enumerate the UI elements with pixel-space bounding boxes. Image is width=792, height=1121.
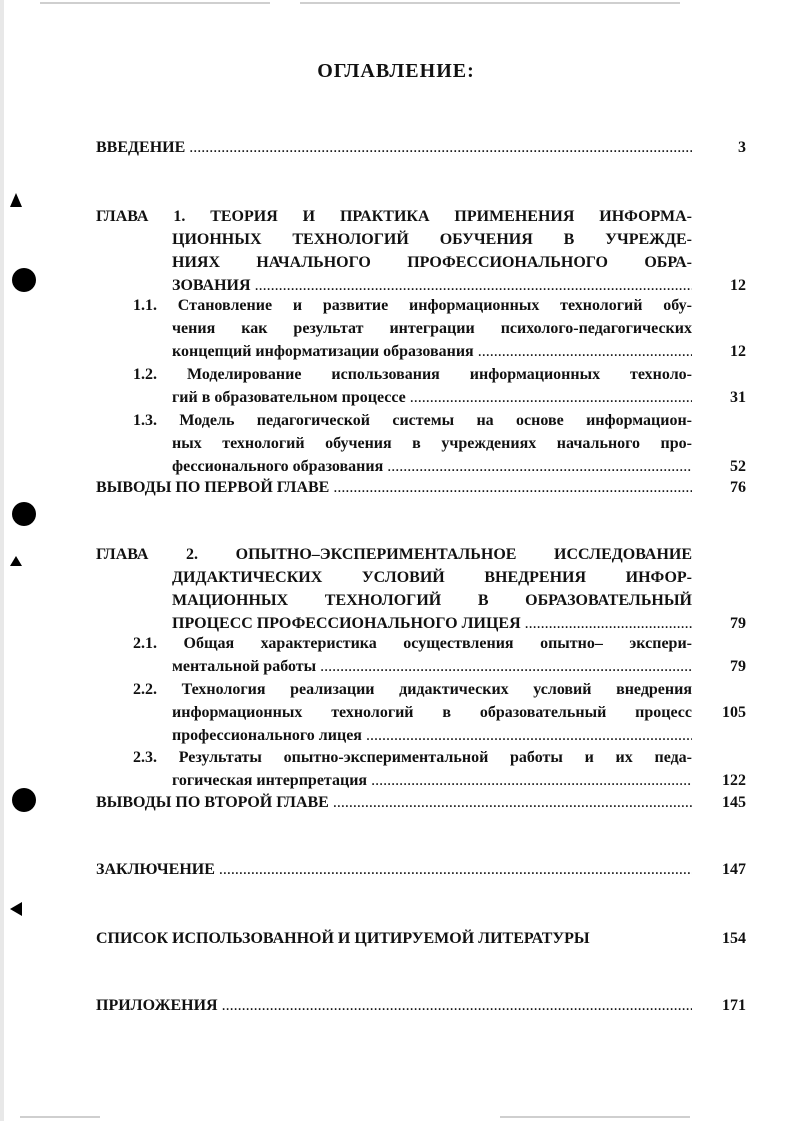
page-number: 147 xyxy=(722,861,746,878)
toc-entry-section-1-1 xyxy=(96,294,746,363)
page-number: 31 xyxy=(730,389,746,406)
toc-line: 2.1. Общая характеристика осуществления опытно– экспери- xyxy=(133,635,692,652)
toc-entry-title: ПРИЛОЖЕНИЯ ..... xyxy=(96,994,692,1017)
page-number: 122 xyxy=(722,772,746,789)
scan-mark xyxy=(10,556,22,566)
toc-line: ЗОВАНИЯ ..... xyxy=(96,274,692,297)
punch-hole xyxy=(12,788,36,812)
toc-entry-section-1-2 xyxy=(96,363,746,409)
toc-line: фессионального образования ..... xyxy=(96,455,692,478)
toc-entry-title: ВВЕДЕНИЕ ..... xyxy=(96,136,692,159)
scan-mark xyxy=(10,902,22,916)
toc-line: 1.1. Становление и развитие информационных технологий обу- xyxy=(133,297,692,314)
page-number: 79 xyxy=(730,658,746,675)
toc-entry-title: ВЫВОДЫ ПО ПЕРВОЙ ГЛАВЕ ..... xyxy=(96,476,692,499)
page-number: 52 xyxy=(730,458,746,475)
toc-line: ГЛАВА 2. ОПЫТНО–ЭКСПЕРИМЕНТАЛЬНОЕ ИССЛЕДОВАНИЕ xyxy=(96,546,692,563)
toc-entry-section-2-2 xyxy=(96,678,746,747)
toc-entry-section-2-1 xyxy=(96,632,746,678)
page-number: 79 xyxy=(730,615,746,632)
toc-line: гогическая интерпретация ..... xyxy=(96,769,692,792)
toc-entry-chapter-2 xyxy=(96,543,746,635)
toc-line: концепций информатизации образования ..... xyxy=(96,340,692,363)
page-number: 12 xyxy=(730,277,746,294)
toc-entry-appendix xyxy=(96,994,746,1017)
toc-entry-conclusions-1 xyxy=(96,476,746,499)
toc-entry-chapter-1 xyxy=(96,205,746,297)
toc-line: чения как результат интеграции психолого-педагогических xyxy=(172,320,692,337)
page-number: 12 xyxy=(730,343,746,360)
punch-hole xyxy=(12,268,36,292)
toc-line: МАЦИОННЫХ ТЕХНОЛОГИЙ В ОБРАЗОВАТЕЛЬНЫЙ xyxy=(172,592,692,609)
toc-entry-conclusions-2 xyxy=(96,791,746,814)
toc-line: 1.2. Моделирование использования информационных техноло- xyxy=(133,366,692,383)
toc-line: профессионального лицея ..... xyxy=(96,724,692,747)
scan-artifact-line xyxy=(40,2,270,4)
toc-entry-references xyxy=(96,927,746,950)
scan-mark xyxy=(10,193,22,207)
toc-entry-title: ЗАКЛЮЧЕНИЕ ..... xyxy=(96,858,692,881)
toc-line: ментальной работы ..... xyxy=(96,655,692,678)
toc-line: 2.2. Технология реализации дидактических условий внедрения xyxy=(133,681,692,698)
toc-line: ПРОЦЕСС ПРОФЕССИОНАЛЬНОГО ЛИЦЕЯ ..... xyxy=(96,612,692,635)
toc-line: НИЯХ НАЧАЛЬНОГО ПРОФЕССИОНАЛЬНОГО ОБРА- xyxy=(172,254,692,271)
page-number: 145 xyxy=(722,794,746,811)
toc-entry-section-1-3 xyxy=(96,409,746,478)
toc-line: ГЛАВА 1. ТЕОРИЯ И ПРАКТИКА ПРИМЕНЕНИЯ ИНФОРМА- xyxy=(96,208,692,225)
toc-line: гий в образовательном процессе ..... xyxy=(96,386,692,409)
page-number: 154 xyxy=(722,930,746,947)
toc-line: 1.3. Модель педагогической системы на основе информацион- xyxy=(133,412,692,429)
toc-line: ных технологий обучения в учреждениях начального про- xyxy=(172,435,692,452)
scan-artifact-line xyxy=(20,1116,100,1118)
punch-hole xyxy=(12,502,36,526)
toc-entry-section-2-3 xyxy=(96,746,746,792)
scan-artifact-line xyxy=(500,1116,690,1118)
scan-edge xyxy=(0,0,4,1121)
toc-entry-title: СПИСОК ИСПОЛЬЗОВАННОЙ И ЦИТИРУЕМОЙ ЛИТЕРАТУРЫ xyxy=(96,930,590,947)
page-number: 171 xyxy=(722,997,746,1014)
toc-line: ЦИОННЫХ ТЕХНОЛОГИЙ ОБУЧЕНИЯ В УЧРЕЖДЕ- xyxy=(172,231,692,248)
scan-artifact-line xyxy=(300,2,680,4)
toc-entry-introduction xyxy=(96,136,746,159)
page-title: ОГЛАВЛЕНИЕ: xyxy=(317,60,475,82)
page-number: 3 xyxy=(738,139,746,156)
page-number: 105 xyxy=(722,704,746,721)
toc-entry-title: ВЫВОДЫ ПО ВТОРОЙ ГЛАВЕ ..... xyxy=(96,791,692,814)
toc-line: ДИДАКТИЧЕСКИХ УСЛОВИЙ ВНЕДРЕНИЯ ИНФОР- xyxy=(172,569,692,586)
toc-entry-conclusion xyxy=(96,858,746,881)
toc-line: 2.3. Результаты опытно-экспериментальной работы и их педа- xyxy=(133,749,692,766)
toc-line: информационных технологий в образовательный процесс xyxy=(172,704,692,721)
page-number: 76 xyxy=(730,479,746,496)
